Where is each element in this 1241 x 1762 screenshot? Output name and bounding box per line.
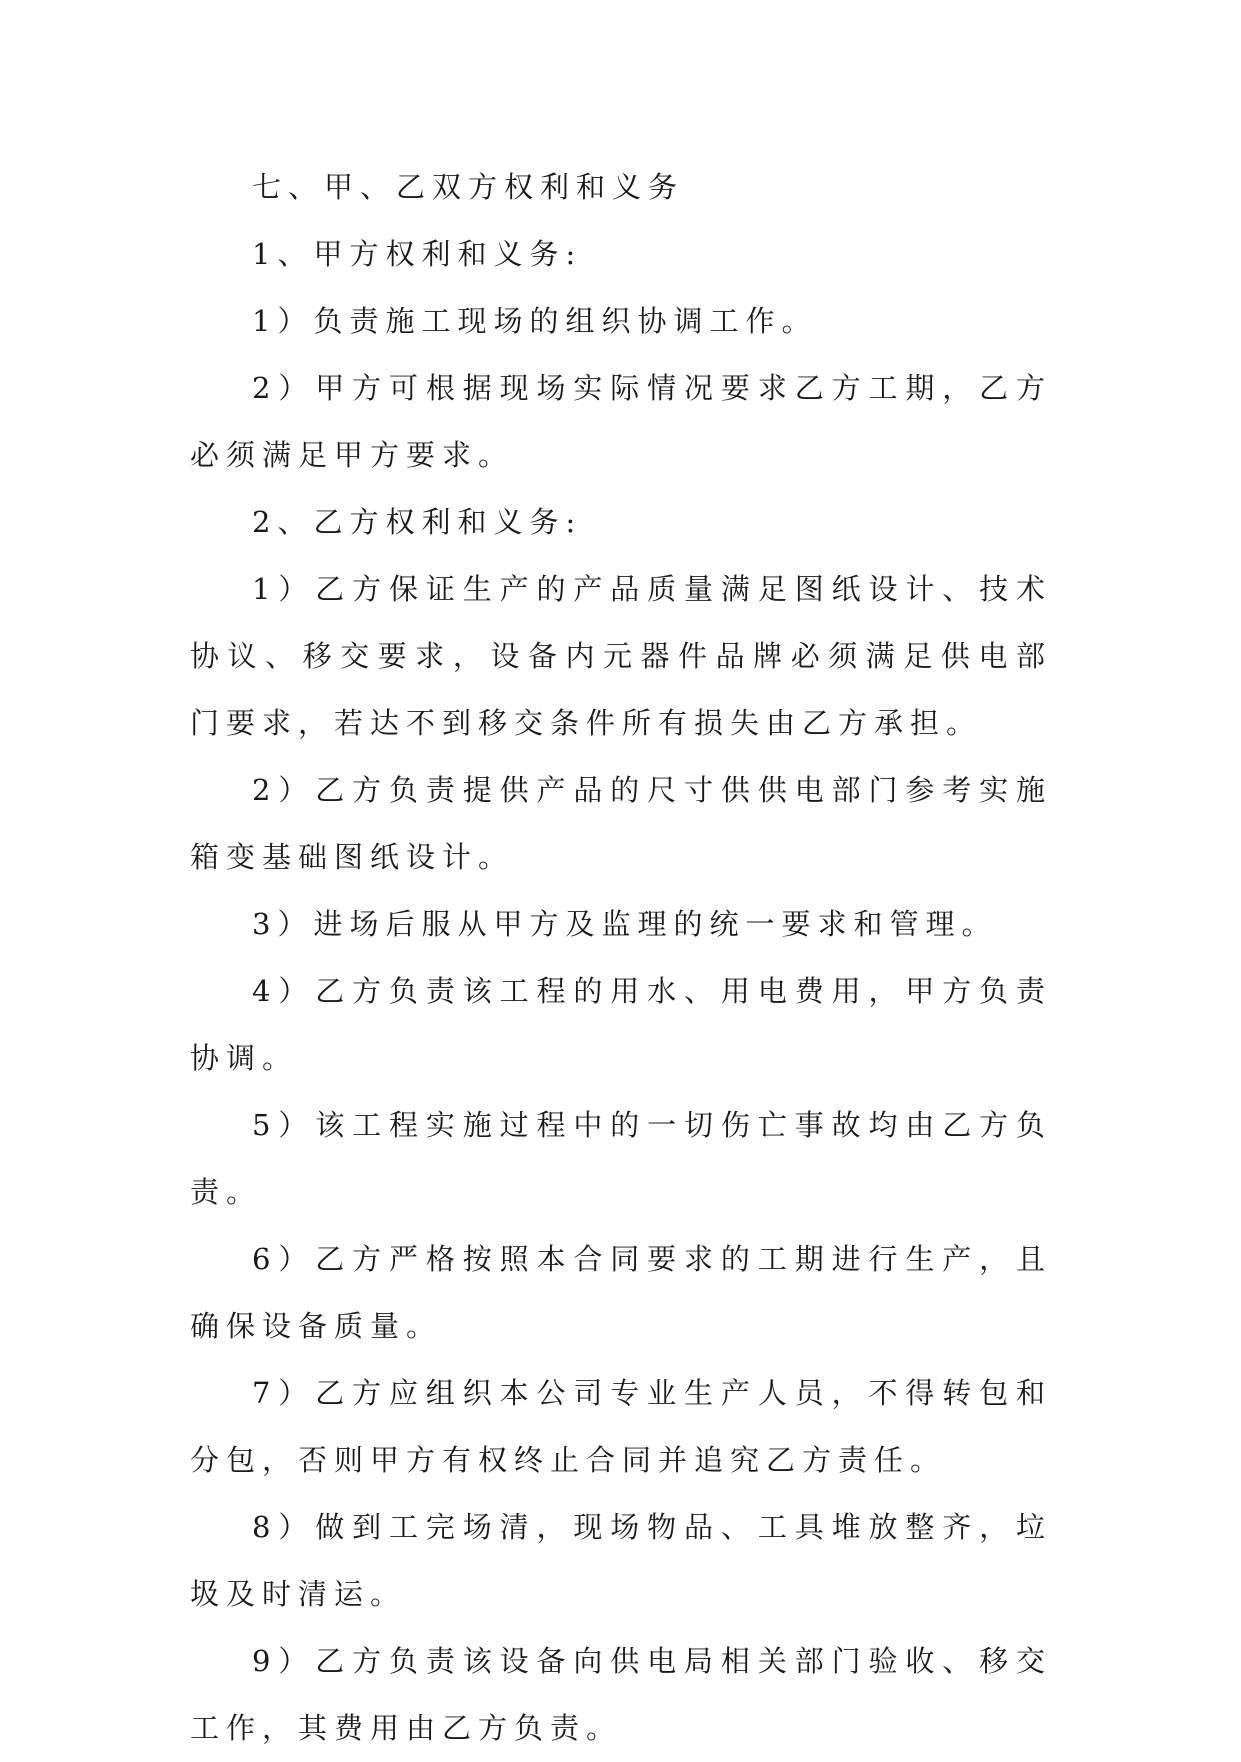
party-b-item-4: 4）乙方负责该工程的用水、用电费用，甲方负责协调。 xyxy=(190,974,1052,1075)
party-a-item-2: 2）甲方可根据现场实际情况要求乙方工期，乙方必须满足甲方要求。 xyxy=(190,371,1052,472)
section-heading-rights-obligations: 七、甲、乙双方权利和义务 xyxy=(252,170,685,204)
document-body xyxy=(190,154,1052,1762)
party-b-item-7: 7）乙方应组织本公司专业生产人员，不得转包和分包，否则甲方有权终止合同并追究乙方责任。 xyxy=(190,1376,1052,1477)
party-b-item-2: 2）乙方负责提供产品的尺寸供供电部门参考实施箱变基础图纸设计。 xyxy=(190,773,1052,874)
party-b-item-9: 9）乙方负责该设备向供电局相关部门验收、移交工作，其费用由乙方负责。 xyxy=(190,1644,1052,1745)
party-a-item-1: 1）负责施工现场的组织协调工作。 xyxy=(252,304,818,338)
party-b-item-3: 3）进场后服从甲方及监理的统一要求和管理。 xyxy=(252,907,998,941)
subsection-heading-party-a: 1、甲方权利和义务: xyxy=(252,237,583,271)
party-b-item-6: 6）乙方严格按照本合同要求的工期进行生产，且确保设备质量。 xyxy=(190,1242,1052,1343)
party-b-item-5: 5）该工程实施过程中的一切伤亡事故均由乙方负责。 xyxy=(190,1108,1052,1209)
subsection-heading-party-b: 2、乙方权利和义务: xyxy=(252,505,583,539)
party-b-item-8: 8）做到工完场清，现场物品、工具堆放整齐，垃圾及时清运。 xyxy=(190,1510,1052,1611)
party-b-item-1: 1）乙方保证生产的产品质量满足图纸设计、技术协议、移交要求，设备内元器件品牌必须满足供电部门要求，若达不到移交条件所有损失由乙方承担。 xyxy=(190,572,1052,740)
